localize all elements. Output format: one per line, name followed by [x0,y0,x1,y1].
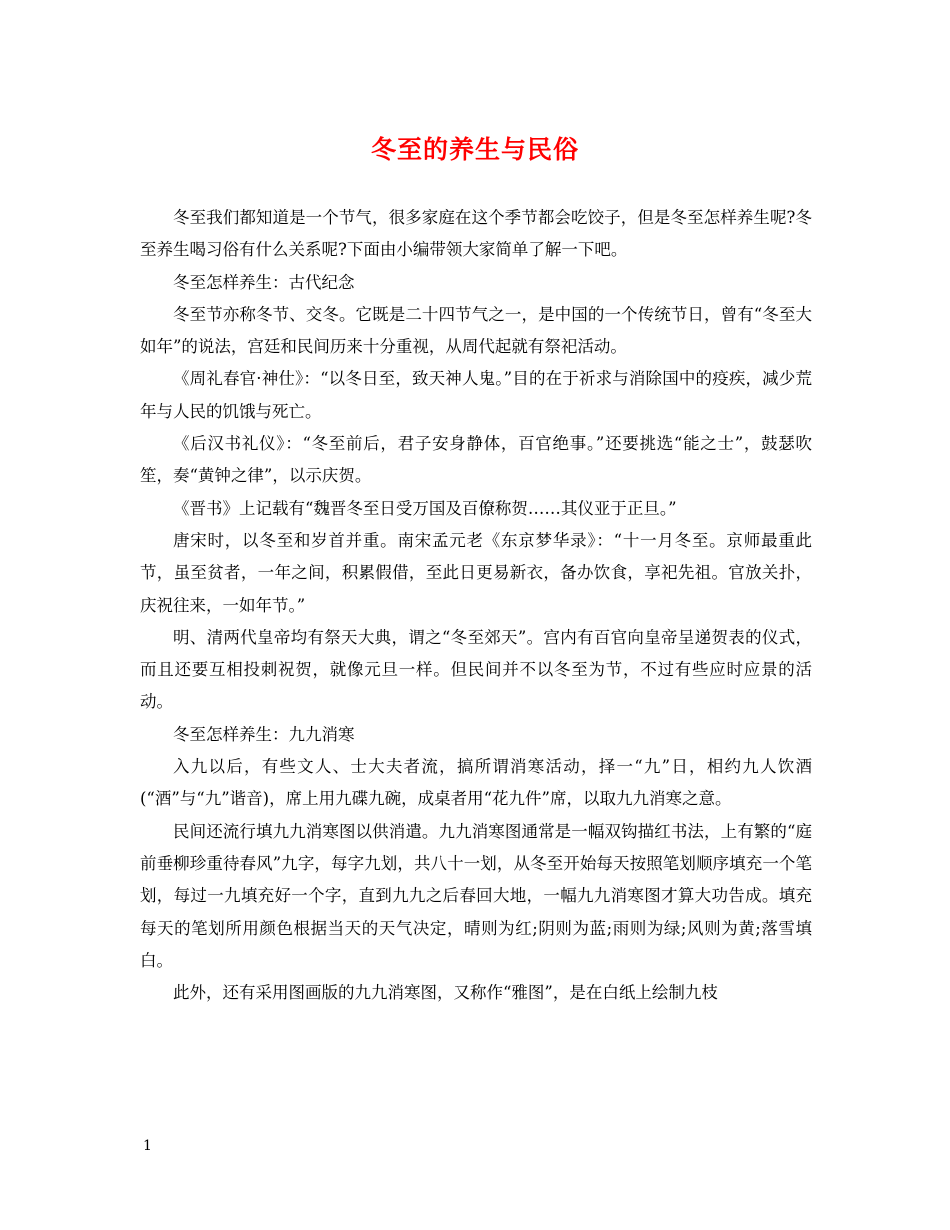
document-title: 冬至的养生与民俗 [370,135,579,164]
paragraph: 《周礼春官·神仕》：“以冬日至，致天神人鬼。”目的在于祈求与消除国中的疫疾，减少荒年与人民的饥饿与死亡。 [140,369,812,421]
paragraph: 冬至节亦称冬节、交冬。它既是二十四节气之一，是中国的一个传统节日，曾有“冬至大如年”的说法，宫廷和民间历来十分重视，从周代起就有祭祀活动。 [140,304,812,357]
paragraph: 《后汉书礼仪》：“冬至前后，君子安身静体，百官绝事。”还要挑选“能之士”，鼓瑟吹笙，奏“黄钟之律”，以示庆贺。 [140,434,812,486]
section-heading: 冬至怎样养生：古代纪念 [173,272,355,292]
paragraph: 民间还流行填九九消寒图以供消遣。九九消寒图通常是一幅双钩描红书法，上有繁的“庭前垂柳珍重待春风”九字，每字九划，共八十一划，从冬至开始每天按照笔划顺序填充一个笔划，每过一九填充好一个字，直到九九之后春回大地，一幅九九消寒图才算大功告成。填充每天的笔划所用颜色根据当天的天气决定，晴则为红;阴则为蓝;雨则为绿;风则为黄;落雪填白。 [140,821,812,970]
paragraph: 入九以后，有些文人、士大夫者流，搞所谓消寒活动，择一“九”日，相约九人饮酒(“酒”与“九”谐音)，席上用九碟九碗，成桌者用“花九件”席，以取九九消寒之意。 [140,757,812,809]
paragraph: 《晋书》上记载有“魏晋冬至日受万国及百僚称贺……其仪亚于正旦。” [173,498,677,518]
paragraph: 此外，还有采用图画版的九九消寒图，又称作“雅图”，是在白纸上绘制九枝 [173,983,718,1003]
paragraph: 冬至我们都知道是一个节气，很多家庭在这个季节都会吃饺子，但是冬至怎样养生呢?冬至养生喝习俗有什么关系呢?下面由小编带领大家简单了解一下吧。 [140,208,812,260]
paragraph: 明、清两代皇帝均有祭天大典，谓之“冬至郊天”。宫内有百官向皇帝呈递贺表的仪式，而且还要互相投刺祝贺，就像元旦一样。但民间并不以冬至为节，不过有些应时应景的活动。 [140,627,812,712]
page-number: 1 [143,1138,152,1154]
paragraph: 唐宋时，以冬至和岁首并重。南宋孟元老《东京梦华录》：“十一月冬至。京师最重此节，虽至贫者，一年之间，积累假借，至此日更易新衣，备办饮食，享祀先祖。官放关扑，庆祝往来，一如年节。” [140,530,812,615]
document-body [140,202,812,1009]
section-heading: 冬至怎样养生：九九消寒 [173,724,355,744]
